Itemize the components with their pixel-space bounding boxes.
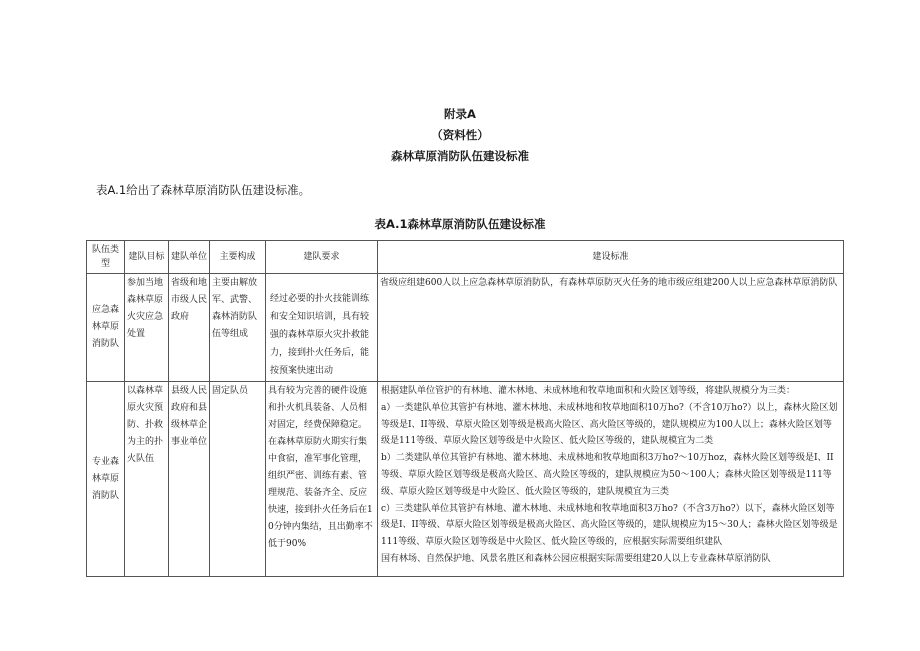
cell-requirement: 具有较为完善的硬件设施和扑火机具装备、人员相对固定，经费保障稳定。在森林草原防火期实行集中食宿，准军事化管理，组织严密、训练有素、管理规范、装备齐全、反应快速，接到扑火任务后在10分钟内集结，且出勤率不低于90% [266, 382, 378, 577]
cell-type: 应急森林草原消防队 [87, 274, 125, 382]
header-unit: 建队单位 [169, 241, 210, 274]
standards-table [86, 240, 844, 577]
standard-line: c）三类建队单位其管护有林地、灌木林地、未成林地和牧草地面积3万ho?（不含3万ho?）以下，森林火险区划等级是I、II等级、草原火险区划等级是极高火险区、高火险区等级的，建队规模应为15～30人；森林火险区划等级是111等级、草原火险区划等级是中火险区、低火险区等级的，应根据实际需要组织建队 [381, 503, 838, 548]
cell-requirement: 经过必要的扑火技能训练和安全知识培训，具有较强的森林草原火灾扑救能力，接到扑火任务后，能按预案快速出动 [266, 274, 378, 382]
standard-line: 根据建队单位管护的有林地、灌木林地、未成林地和牧草地面积和火险区划等级，将建队规模分为三类： [381, 386, 796, 396]
cell-type: 专业森林草原消防队 [87, 382, 125, 577]
cell-unit: 县级人民政府和县级林草企事业单位 [169, 382, 210, 577]
header-team-type: 队伍类型 [87, 241, 125, 274]
header-requirement: 建队要求 [266, 241, 378, 274]
table-header-row [87, 241, 844, 274]
appendix-nature: （资料性） [431, 128, 489, 142]
cell-standard [378, 382, 844, 577]
cell-standard: 省级应组建600人以上应急森林草原消防队，有森林草原防灭火任务的地市级应组建200人以上应急森林草原消防队 [378, 274, 844, 382]
appendix-title: 森林草原消防队伍建设标准 [391, 149, 529, 163]
standard-line: a）一类建队单位其管护有林地、灌木林地、未成林地和牧草地面积10万ho?（不含10万ho?）以上，森林火险区划等级是I、II等级、草原火险区划等级是极高火险区、高火险区等级的，建队规模应为100人以上；森林火险区划等级是111等级、草原火险区划等级是中火险区、低火险区等级的，建队规模宜为二类 [381, 402, 838, 447]
header-goal: 建队目标 [125, 241, 169, 274]
appendix-label: 附录A [444, 107, 476, 121]
header-standard: 建设标准 [378, 241, 844, 274]
cell-goal: 参加当地森林草原火灾应急处置 [125, 274, 169, 382]
header-composition: 主要构成 [210, 241, 266, 274]
cell-unit: 省级和地市级人民政府 [169, 274, 210, 382]
standard-line: b）二类建队单位其管护有林地、灌木林地、未成林地和牧草地面积3万ho?～10万hoz，森林火险区划等级是I、II等级、草原火险区划等级是极高火险区、高火险区等级的，建队规模应为50～100人；森林火险区划等级是111等级、草原火险区划等级是中火险区、低火险区等级的，建队规模宜为三类 [381, 453, 834, 497]
table-caption: 表A.1森林草原消防队伍建设标准 [374, 217, 546, 231]
cell-composition: 固定队员 [210, 382, 266, 577]
table-row [87, 382, 844, 577]
table-row [87, 274, 844, 382]
cell-composition: 主要由解放军、武警、森林消防队伍等组成 [210, 274, 266, 382]
cell-goal: 以森林草原火灾预防、扑救为主的扑火队伍 [125, 382, 169, 577]
standard-line: 国有林场、自然保护地、风景名胜区和森林公园应根据实际需要组建20人以上专业森林草原消防队 [381, 553, 771, 564]
intro-paragraph: 表A.1给出了森林草原消防队伍建设标准。 [96, 183, 311, 197]
